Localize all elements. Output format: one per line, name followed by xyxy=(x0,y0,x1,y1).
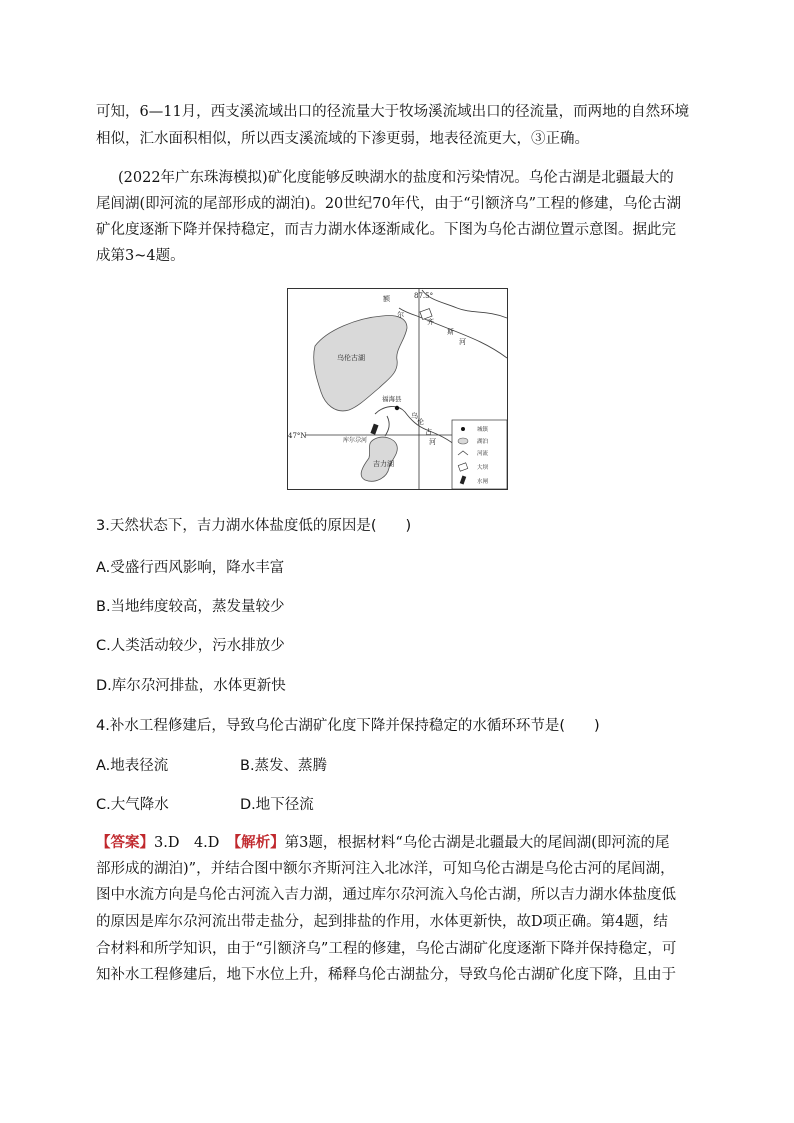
river-char: 伦 xyxy=(417,418,424,426)
longitude-label: 87.5° xyxy=(414,292,434,300)
option-a[interactable]: A.受盛行西风影响，降水丰富 xyxy=(96,560,285,576)
option-b[interactable]: B.蒸发、蒸腾 xyxy=(240,758,328,774)
analysis-line: 知补水工程修建后，地下水位上升，稀释乌伦古湖盐分，导致乌伦古湖矿化度下降，且由于 xyxy=(96,967,676,983)
lake-main-label: 乌伦古湖 xyxy=(337,354,365,362)
option-c[interactable]: C.人类活动较少，污水排放少 xyxy=(96,638,285,654)
river-char: 尔 xyxy=(397,311,404,319)
answer-values: 3.D 4.D xyxy=(154,835,220,851)
river-char: 河 xyxy=(429,438,436,446)
option-d[interactable]: D.地下径流 xyxy=(240,797,314,813)
analysis-line: 的原因是库尔尕河流出带走盐分，起到排盐的作用，水体更新快，故D项正确。第4题，结 xyxy=(96,914,668,930)
option-b[interactable]: B.当地纬度较高，蒸发量较少 xyxy=(96,599,285,615)
options-row-1 xyxy=(96,754,327,775)
paragraph-line: 相似，汇水面积相似，所以西支溪流域的下渗更弱，地表径流更大，③正确。 xyxy=(96,131,589,147)
answer-label: 【答案】 xyxy=(96,834,154,851)
material-line: (2022年广东珠海模拟)矿化度能够反映湖水的盐度和污染情况。乌伦古湖是北疆最大的 xyxy=(118,170,674,186)
option-c[interactable]: C.大气降水 xyxy=(96,797,169,813)
river-char: 乌 xyxy=(411,412,418,420)
river-char: 古 xyxy=(425,428,432,436)
town-dot xyxy=(395,406,399,410)
paragraph-line: 可知，6—11月，西支溪流域出口的径流量大于牧场溪流域出口的径流量，而两地的自然环境 xyxy=(96,104,690,120)
option-a[interactable]: A.地表径流 xyxy=(96,758,169,774)
analysis-label: 【解析】 xyxy=(233,834,285,851)
option-d[interactable]: D.库尔尕河排盐，水体更新快 xyxy=(96,678,286,694)
material-line: 矿化度逐渐下降并保持稳定，而吉力湖水体逐渐咸化。下图为乌伦古湖位置示意图。据此完 xyxy=(96,222,676,238)
options-row-2 xyxy=(96,793,314,814)
question-3-stem: 3.天然状态下，吉力湖水体盐度低的原因是( ) xyxy=(96,518,412,534)
answer-line xyxy=(96,831,669,852)
lake-location-map xyxy=(287,288,508,490)
analysis-text: 第3题，根据材料“乌伦古湖是北疆最大的尾闾湖(即河流的尾 xyxy=(284,835,670,851)
legend-label: 湖泊 xyxy=(477,439,489,445)
legend-label: 水闸 xyxy=(477,479,489,485)
question-4-stem: 4.补水工程修建后，导致乌伦古湖矿化度下降并保持稳定的水循环环节是( ) xyxy=(96,718,600,734)
river-char: 齐 xyxy=(427,318,434,326)
town-label: 福海县 xyxy=(382,395,402,403)
analysis-line: 合材料和所学知识，由于“引额济乌”工程的修建，乌伦古湖矿化度逐渐下降并保持稳定，可 xyxy=(96,941,677,957)
legend-label: 河流 xyxy=(477,451,489,457)
material-line: 尾闾湖(即河流的尾部形成的湖泊)。20世纪70年代，由于“引额济乌”工程的修建，乌伦古湖 xyxy=(96,196,682,212)
river-char: 河 xyxy=(459,338,466,346)
legend-label: 城镇 xyxy=(477,427,489,433)
analysis-line: 图中水流方向是乌伦古河流入吉力湖，通过库尔尕河流入乌伦古湖，所以吉力湖水体盐度低 xyxy=(96,887,676,903)
lake-small-label: 吉力湖 xyxy=(373,460,394,468)
material-line: 成第3~4题。 xyxy=(96,248,185,264)
river-char: 斯 xyxy=(447,328,454,336)
river-char: 额 xyxy=(383,295,390,303)
analysis-line: 部形成的湖泊)”，并结合图中额尔齐斯河注入北冰洋，可知乌伦古湖是乌伦古河的尾闾湖， xyxy=(96,861,675,877)
latitude-label: 47°N xyxy=(288,432,307,440)
kuergan-river-label: 库尔尕河 xyxy=(343,437,368,444)
legend-label: 大坝 xyxy=(477,465,489,471)
